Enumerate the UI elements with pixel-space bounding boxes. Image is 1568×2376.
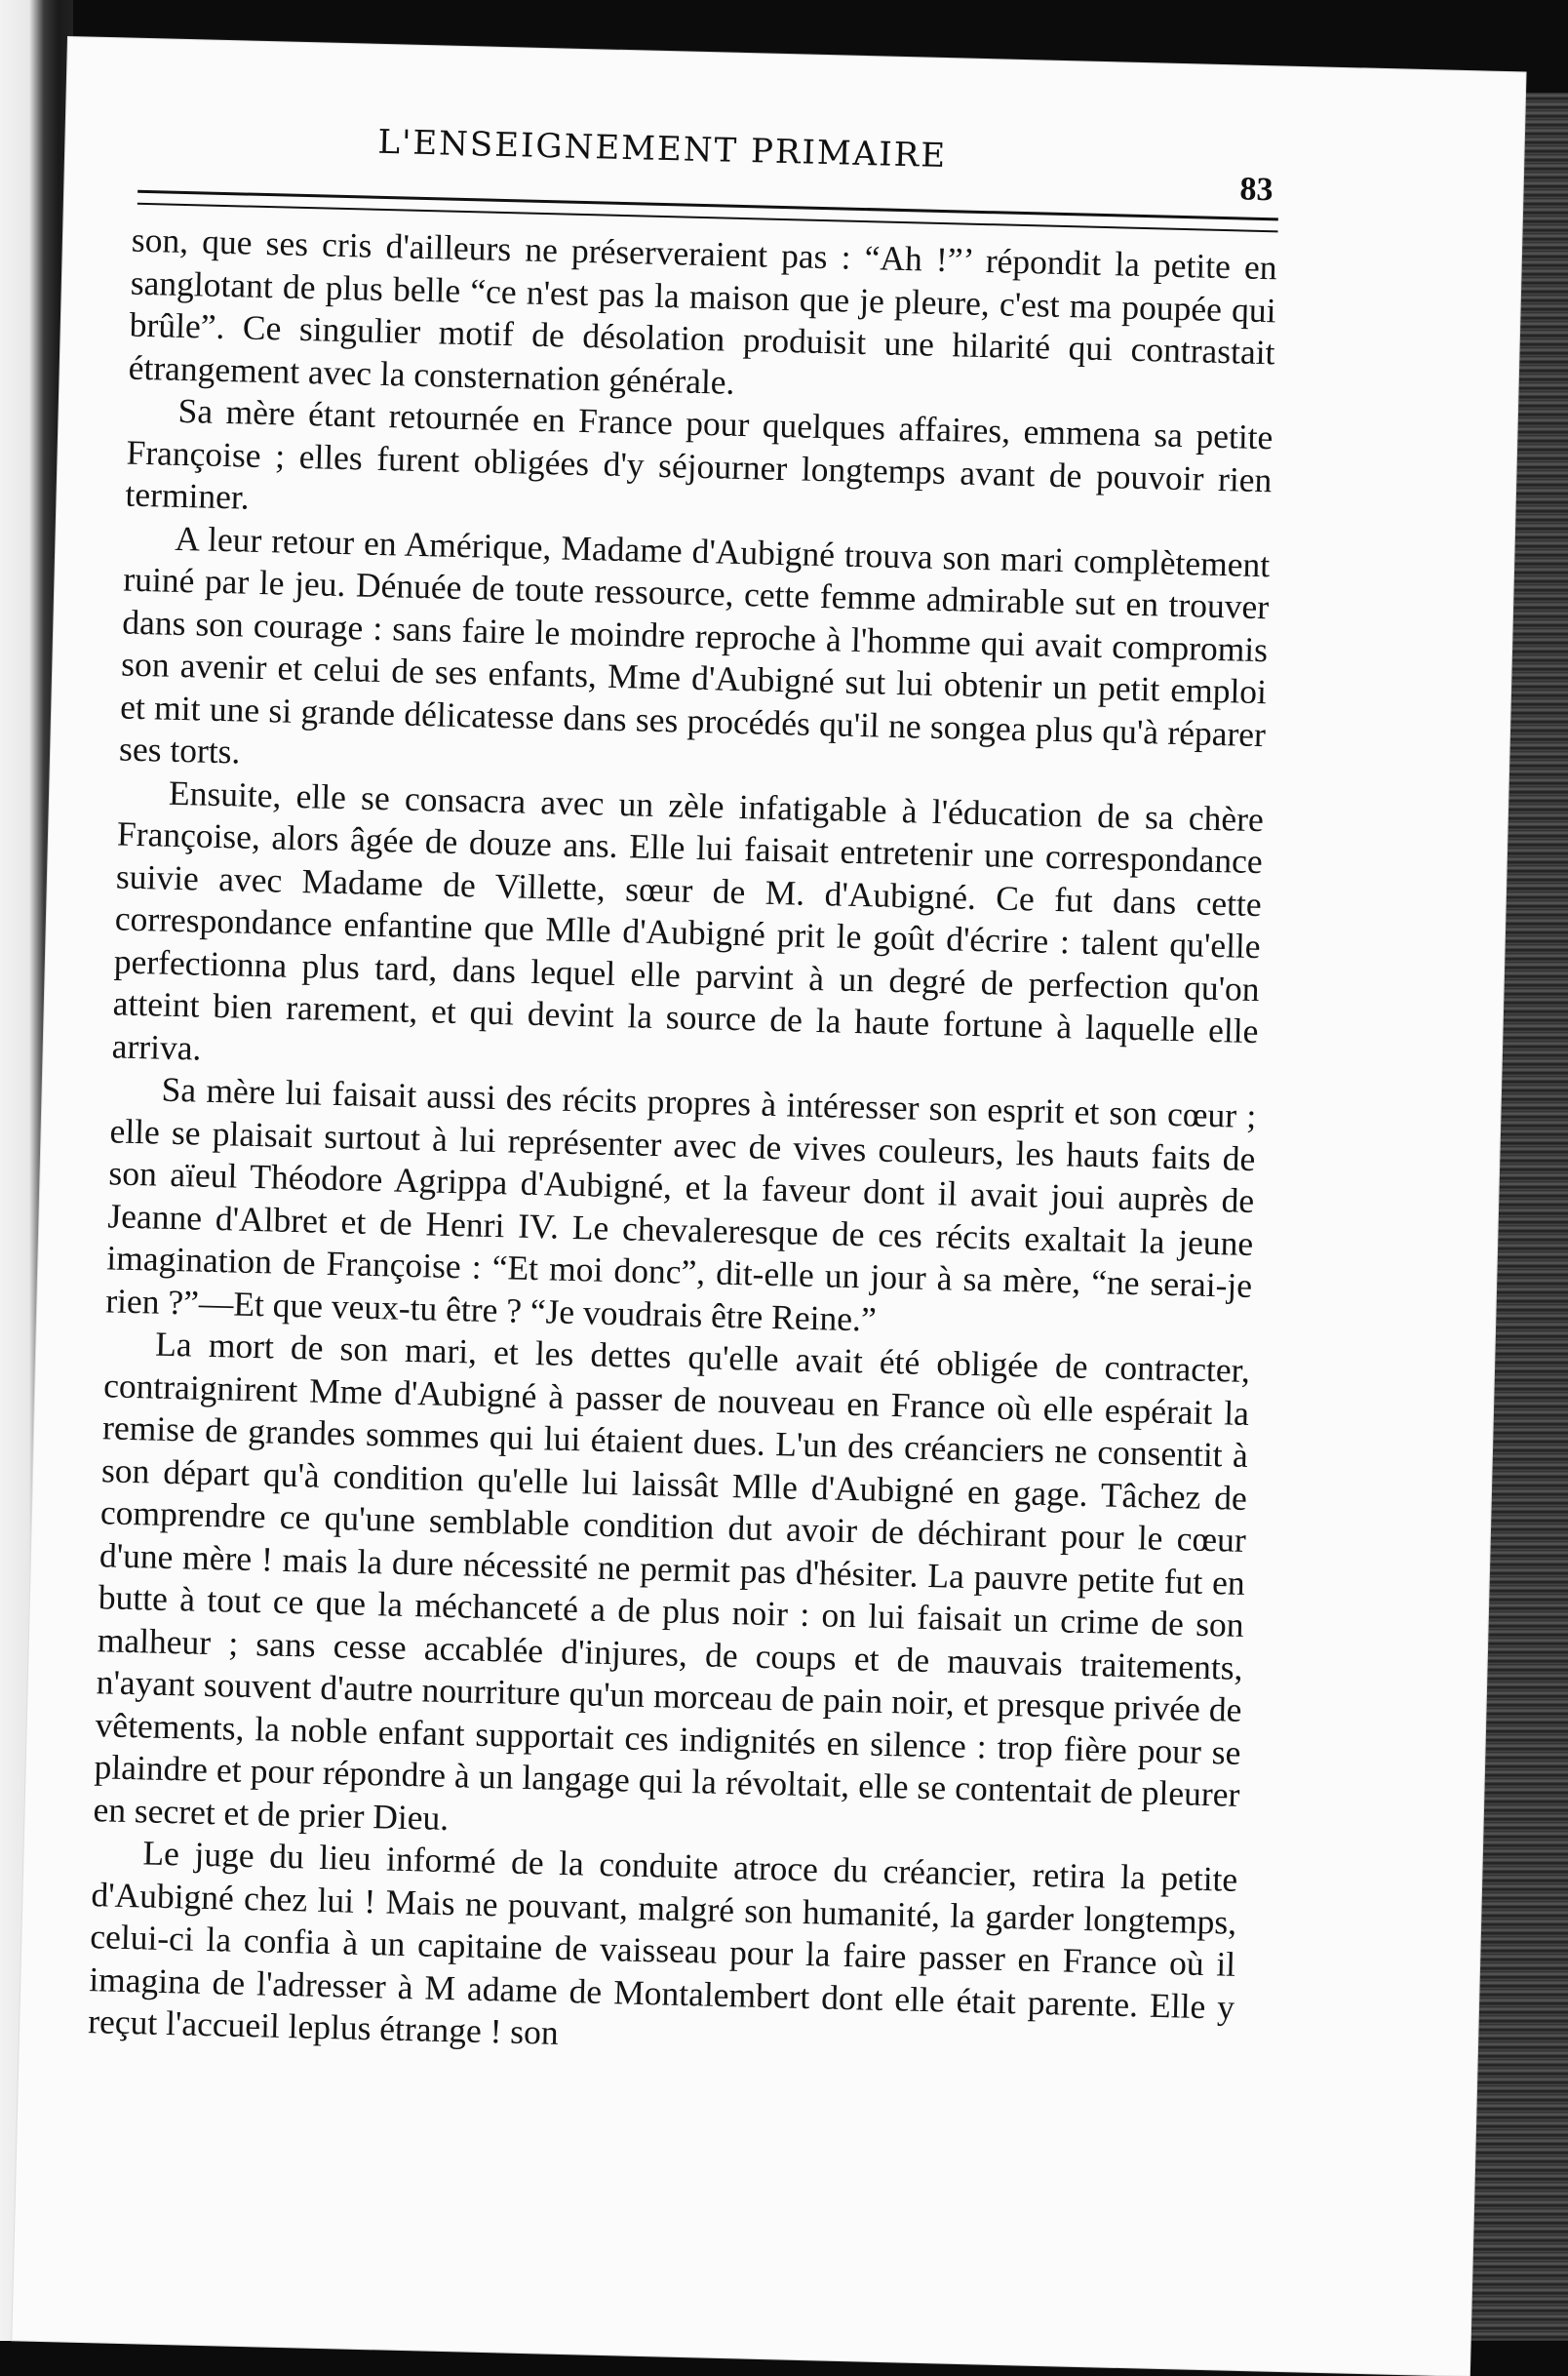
paragraph: Sa mère lui faisait aussi des récits propres à intéresser son esprit et son cœur ; elle se plaisait surtout à lui représenter avec de vives couleurs, les hauts faits de son aïeul Théodore Agrippa d'Aubigné, et la faveur dont il avait joui auprès de Jeanne d'Albret et de Henri IV. Le chevaleresque de ces récits exaltait la jeune imagination de Françoise : “Et moi donc”, dit-elle un jour à sa mère, “ne serai-je rien ?”—Et que veux-tu être ? “Je voudrais être Reine.” bbox=[104, 1069, 1257, 1339]
body-text bbox=[88, 219, 1277, 2072]
paragraph: Sa mère étant retournée en France pour quelques affaires, emmena sa petite Françoise ; elles furent obligées d'y séjourner longtemps avant de pouvoir rien terminer. bbox=[125, 390, 1274, 517]
paragraph: Le juge du lieu informé de la conduite atroce du créancier, retira la petite d'Aubigné chez lui ! Mais ne pouvant, malgré son humanité, la garder longtemps, celui-ci la confia à un capitaine de vaisseau pour la faire passer en France où il imagina de l'adresser à M adame de Montalembert dont elle était parente. Elle y reçut l'accueil leplus étrange ! son bbox=[87, 1833, 1238, 2052]
book-page bbox=[12, 37, 1525, 2376]
page-number: 83 bbox=[1239, 171, 1274, 209]
paragraph: Ensuite, elle se consacra avec un zèle infatigable à l'éducation de sa chère Françoise, alors âgée de douze ans. Elle lui faisait entretenir une correspondance suivie avec Madame de Villette, sœur de M. d'Aubigné. Ce fut dans cette correspondance enfantine que Mlle d'Aubigné prit le goût d'écrire : talent qu'elle perfectionna plus tard, dans lequel elle parvint à un degré de perfection qu'on atteint bien rarement, et qui devint la source de la haute fortune à laquelle elle arriva. bbox=[111, 772, 1265, 1068]
paragraph: La mort de son mari, et les dettes qu'elle avait été obligée de contracter, contraignirent Mme d'Aubigné à passer de nouveau en France où elle espérait la remise de grandes sommes qui lui étaient dues. L'un des créanciers ne consentit à son départ qu'à condition qu'elle lui laissât Mlle d'Aubigné en gage. Tâchez de comprendre ce qu'une semblable condition dut avoir de déchirant pour le cœur d'une mère ! mais la dure nécessité ne permit pas d'hésiter. La pauvre petite fut en butte à tout ce que la méchanceté a de plus noir : on lui faisait un crime de son malheur ; sans cesse accablée d'injures, de coups et de mauvais traitements, n'ayant souvent d'autre nourriture qu'un morceau de pain noir, et presque privée de vêtements, la noble enfant supportait ces indignités en silence : trop fière pour se plaindre et pour répondre à un langage qui la révoltait, elle se contentait de pleurer en secret et de prier Dieu. bbox=[93, 1324, 1251, 1838]
paragraph-continuation: son, que ses cris d'ailleurs ne préserveraient pas : “Ah !”’ répondit la petite en sanglotant de plus belle “ce n'est pas la maison que je pleure, c'est ma poupée qui brûle”. Ce singulier motif de désolation produisit une hilarité qui contrastait étrangement avec la consternation générale. bbox=[128, 219, 1278, 402]
paragraph: A leur retour en Amérique, Madame d'Aubigné trouva son mari complètement ruiné par le jeu. Dénuée de toute ressource, cette femme admirable sut en trouver dans son courage : sans faire le moindre reproche à l'homme qui avait compromis son avenir et celui de ses enfants, Mme d'Aubigné sut lui obtenir un petit emploi et mit une si grande délicatesse dans ses procédés qu'il ne songea plus qu'à réparer ses torts. bbox=[118, 518, 1271, 772]
running-title: L'ENSEIGNEMENT PRIMAIRE bbox=[376, 122, 948, 177]
